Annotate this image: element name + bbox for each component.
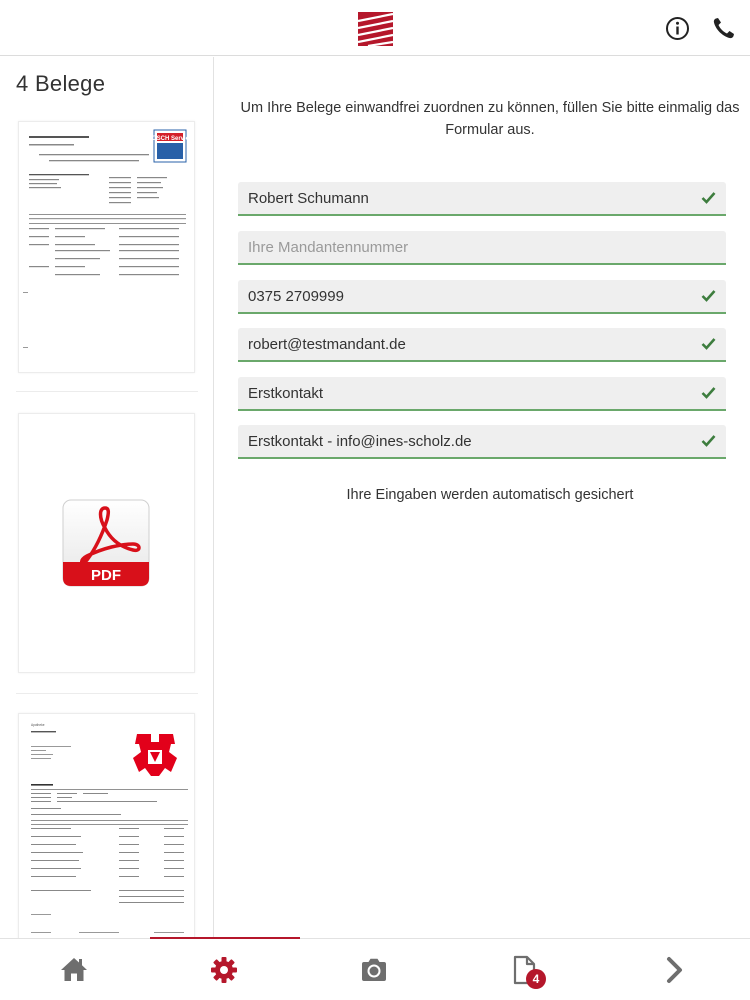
bottom-navigation [0,938,750,1000]
phone-field[interactable] [238,280,726,314]
pharmacy-invoice-preview-image [19,714,195,938]
kontakt-typ-field[interactable] [238,377,726,411]
settings-gear-icon[interactable] [208,954,240,986]
thumbnail-divider [16,693,198,694]
bosch-logo-text: BOSCH Service [147,136,193,142]
document-count-title: 4 Belege [16,71,106,96]
document-thumbnail-2[interactable] [18,413,195,673]
check-icon [701,337,716,350]
check-icon [701,434,716,447]
pdf-label: PDF [91,567,121,584]
invoice-preview-image [19,122,195,373]
app-header [0,0,750,56]
kontakt-empfaenger-field[interactable] [238,425,726,459]
check-icon [701,289,716,302]
name-input[interactable] [238,182,688,214]
info-icon[interactable] [665,16,690,41]
form-intro-text: Um Ihre Belege einwandfrei zuordnen zu können, füllen Sie bitte einmalig das Formular aus. [240,100,740,138]
email-input[interactable] [238,328,688,360]
document-thumbnail-1[interactable] [18,121,195,373]
document-thumbnail-3[interactable] [18,713,195,938]
autosave-note: Ihre Eingaben werden automatisch gesichert [346,487,634,503]
home-icon[interactable] [58,954,90,986]
documents-count-badge: 4 [526,969,546,989]
check-icon [701,386,716,399]
check-icon [701,191,716,204]
pdf-icon [19,414,195,673]
active-tab-indicator [150,937,300,939]
thumbnail-divider [16,391,198,392]
camera-icon[interactable] [358,954,390,986]
phone-input[interactable] [238,280,688,312]
pharmacy-name-text: Apotheke [31,723,45,727]
mandantennummer-input[interactable] [238,231,688,263]
mandantennummer-field[interactable] [238,231,726,265]
name-field[interactable] [238,182,726,216]
kontakt-empfaenger-input[interactable] [238,425,688,457]
email-field[interactable] [238,328,726,362]
next-chevron-icon[interactable] [658,954,690,986]
brand-stripes-logo [358,12,393,46]
phone-icon[interactable] [711,16,736,41]
registration-form [215,57,750,938]
document-sidebar [0,57,214,938]
kontakt-typ-input[interactable] [238,377,688,409]
